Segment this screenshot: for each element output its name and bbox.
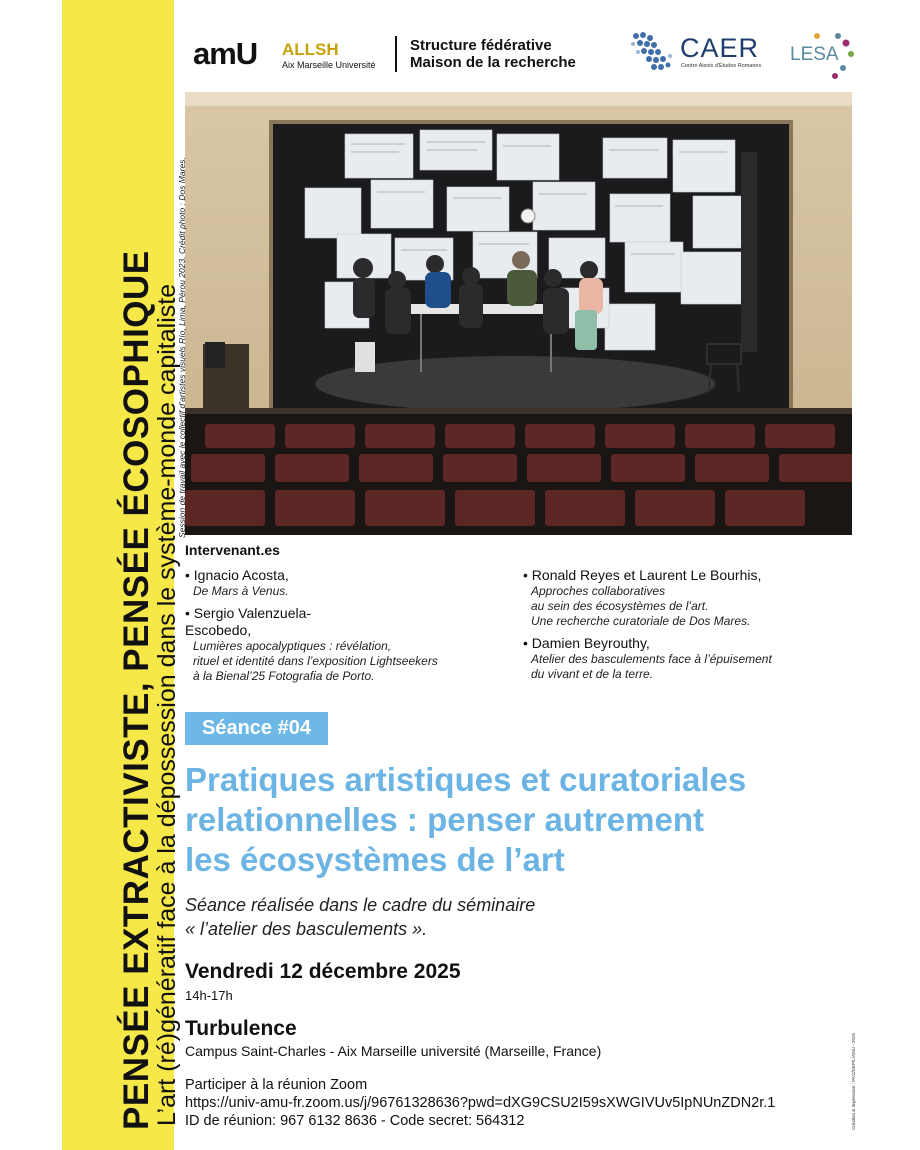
print-note: Création & Impression : PAO/DEPIL/AMU - 2025	[851, 1033, 856, 1130]
event-date: Vendredi 12 décembre 2025	[185, 960, 461, 983]
main-title	[185, 760, 885, 880]
lesa-logo	[790, 30, 860, 86]
subtitle-line: « l’atelier des basculements ».	[185, 919, 428, 939]
speaker-name: • Ignacio Acosta,	[185, 567, 289, 583]
speaker-desc: Atelier des basculements face à l’épuisement	[531, 652, 772, 666]
speaker-desc: Approches collaboratives	[531, 584, 666, 598]
seance-subtitle	[185, 893, 785, 941]
caer-wordmark: CAER	[680, 33, 760, 63]
title-line: relationnelles : penser autrement	[185, 801, 704, 838]
speaker-desc: au sein des écosystèmes de l’art.	[531, 599, 709, 613]
structure-line-1: Structure fédérative	[410, 37, 552, 54]
lesa-wordmark: LESA	[790, 44, 839, 65]
logo-bar	[190, 28, 890, 88]
speaker-desc: Lumières apocalyptiques : révélation,	[193, 639, 392, 653]
zoom-info	[185, 1076, 775, 1130]
workshop-photo	[185, 92, 852, 535]
speaker-name: • Ronald Reyes et Laurent Le Bourhis,	[523, 567, 762, 583]
structure-line-2: Maison de la recherche	[410, 54, 576, 71]
side-subtitle: L’art (ré)génératif face à la dépossession dans le système-monde capitaliste	[153, 283, 181, 1126]
speaker-desc: De Mars à Venus.	[193, 584, 289, 598]
speaker-name: • Damien Beyrouthy,	[523, 635, 650, 651]
amu-allsh: ALLSH	[282, 40, 339, 59]
speaker-desc: du vivant et de la terre.	[531, 667, 654, 681]
amu-subtitle: Aix Marseille Université	[282, 60, 376, 70]
title-line: les écosystèmes de l’art	[185, 841, 565, 878]
logo-divider	[395, 36, 397, 72]
speaker-name: • Sergio Valenzuela-Escobedo,	[185, 605, 312, 638]
vertical-title-block	[118, 250, 182, 1150]
photo-illustration	[185, 92, 852, 535]
caer-logo	[630, 30, 770, 74]
seance-badge: Séance #04	[185, 712, 328, 745]
lesa-dots-icon	[790, 30, 860, 86]
amu-mark: amU	[193, 36, 258, 71]
amu-logo	[193, 36, 376, 72]
zoom-ids: ID de réunion: 967 6132 8636 - Code secret: 564312	[185, 1113, 525, 1129]
speakers-heading: Intervenant.es	[185, 542, 280, 558]
zoom-link[interactable]: https://univ-amu-fr.zoom.us/j/96761328636?pwd=dXG9CSU2I59sXWGIVUv5IpNUnZDN2r.1	[185, 1095, 776, 1111]
side-title: PENSÉE EXTRACTIVISTE, PENSÉE ÉCOSOPHIQUE	[117, 250, 156, 1130]
speakers-section	[185, 542, 865, 683]
title-line: Pratiques artistiques et curatoriales	[185, 761, 747, 798]
caer-tagline: Centre Aixois d'Études Romanes	[681, 63, 762, 69]
speaker-item	[523, 567, 863, 629]
speakers-right-column	[523, 567, 863, 688]
venue-detail: Campus Saint-Charles - Aix Marseille université (Marseille, France)	[185, 1043, 602, 1059]
subtitle-line: Séance réalisée dans le cadre du séminaire	[185, 895, 536, 915]
speaker-desc: Une recherche curatoriale de Dos Mares.	[531, 614, 751, 628]
zoom-label: Participer à la réunion Zoom	[185, 1077, 368, 1093]
speaker-item	[185, 605, 495, 684]
speaker-item	[185, 567, 495, 599]
speaker-desc: rituel et identité dans l’exposition Lightseekers	[193, 654, 438, 668]
caer-dots-icon	[630, 30, 676, 74]
photo-credit: Session de travail avec le collectif d’artistes visuels Río, Lima, Pérou 2023. Crédit photo : Dos Mares.	[177, 157, 187, 538]
speaker-desc: à la Bienal’25 Fotografia de Porto.	[193, 669, 375, 683]
speakers-left-column	[185, 567, 495, 690]
speaker-item	[523, 635, 863, 682]
structure-federative-logo	[410, 37, 576, 71]
event-time: 14h-17h	[185, 988, 233, 1003]
venue-name: Turbulence	[185, 1017, 297, 1040]
